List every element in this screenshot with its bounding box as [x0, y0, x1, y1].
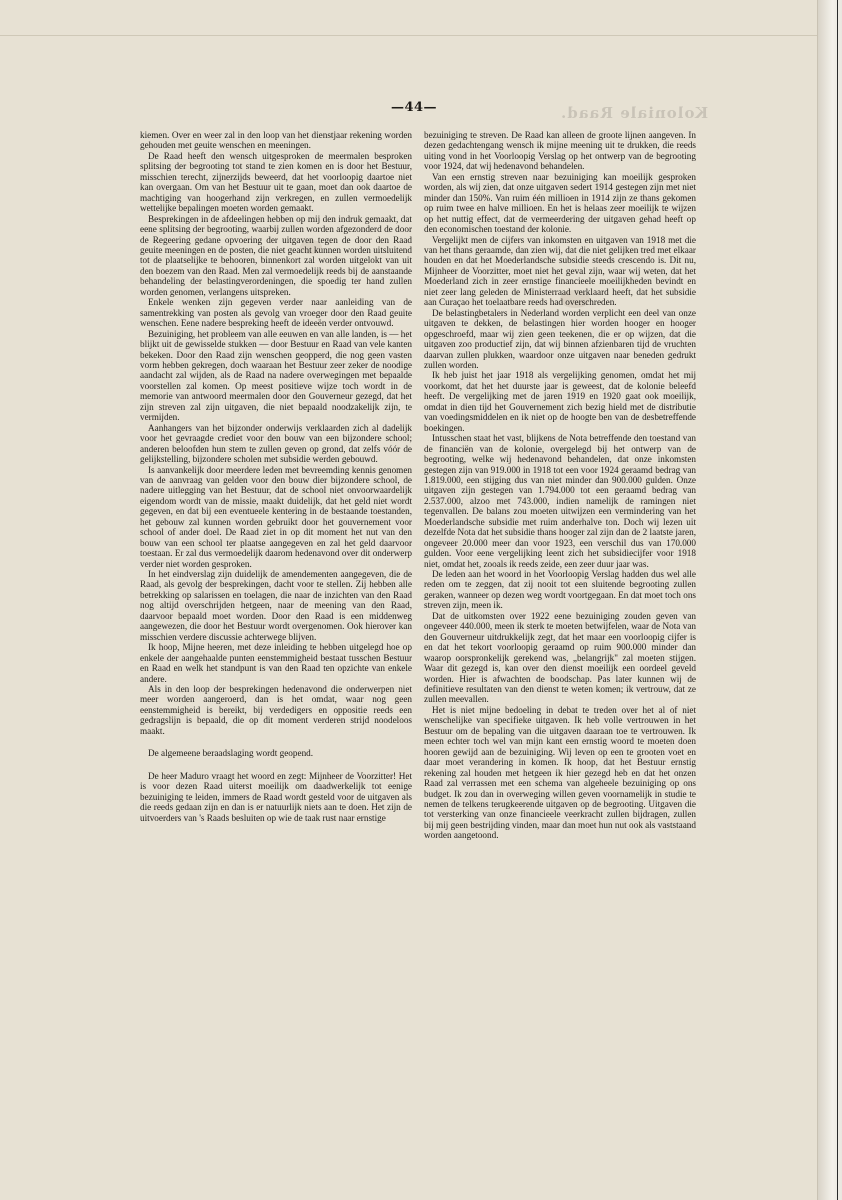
- paragraph: Besprekingen in de afdeelingen hebben op mij den indruk gemaakt, dat eene splitsing der begrooting, waarbij zullen worden afgezonderd de door de Regeering gedane opvoering der uitgaven tegen de door den Raad geuite meeningen en de posten, die niet geacht kunnen worden uitsluitend tot de plaatselijke te behooren, binnenkort zal worden uitgelokt van uit den boezem van den Raad. Men zal vermoedelijk reeds bij de aanstaande behandeling der belastingverordeningen, die spoedig ter hand zullen worden genomen, verlangens uitspreken.: [140, 213, 412, 297]
- paragraph: Intusschen staat het vast, blijkens de Nota betreffende den toestand van de financiën van de kolonie, overgelegd bij het ontwerp van de begrooting, welke wij hedenavond behandelen, dat onze inkomsten gestegen zijn van 919.000 in 1918 tot een voor 1924 geraamd bedrag van 1.819.000, een stijging dus van niet minder dan 900.000 gulden. Onze uitgaven zijn gestegen van 1.794.000 tot een geraamd bedrag van 2.537.000, alzoo met 743.000, indien namelijk de ramingen niet tegenvallen. De balans zou moeten uitwijzen een vermindering van het Moederlandsche subsidie met ruim anderhalve ton. Doch wij lezen uit dezelfde Nota dat het subsidie thans hooger zal zijn dan de 2 laatste jaren, ongeveer 20.000 meer dan voor 1923, een verschil dus van 170.000 gulden. Voor eene vergelijking leent zich het subsidiecijfer voor 1918 niet, omdat het, zooals ik reeds zeide, een zeer duur jaar was.: [424, 433, 696, 569]
- top-fold-line: [0, 35, 818, 36]
- paragraph: Van een ernstig streven naar bezuiniging kan moeilijk gesproken worden, als wij zien, dat onze uitgaven sedert 1914 gestegen zijn met niet minder dan 150%. Van ruim één millioen in 1914 zijn ze thans gekomen op ruim twee en halve millioen. En het is helaas zeer moeilijk te wijzen op het nuttig effect, dat de vermeerdering der uitgaven gehad heeft op den economischen toestand der kolonie.: [424, 171, 696, 235]
- speech-paragraph: De heer Maduro vraagt het woord en zegt: Mijnheer de Voorzitter! Het is voor dezen Raad uiterst moeilijk om daadwerkelijk tot eenige bezuiniging te leiden, immers de Raad wordt gesteld voor de uitgaven als die reeds gedaan zijn en dan is er natuurlijk niets aan te doen. Het zijn de uitvoerders van 's Raads besluiten op wie de taak rust naar ernstige: [140, 770, 412, 823]
- paragraph: Ik heb juist het jaar 1918 als vergelijking genomen, omdat het mij voorkomt, dat het het duurste jaar is geweest, dat de kolonie beleefd heeft. De vergelijking met de jaren 1919 en 1920 gaat ook moeilijk, omdat in dien tijd het Gouvernement zich bezig hield met de distributie van voedingsmiddelen en ik niet op de hoogte ben van de desbetreffende boekingen.: [424, 370, 696, 433]
- debate-opened-line: De algemeene beraadslaging wordt geopend.: [148, 748, 314, 759]
- left-column: [140, 130, 412, 1090]
- paragraph: De leden aan het woord in het Voorloopig Verslag hadden dus wel alle reden om te zeggen, dat zij nooit tot een sluitende begrooting zullen geraken, wanneer op dezen weg wordt voortgegaan. En dat moet toch ons streven zijn, meen ik.: [424, 569, 696, 611]
- paragraph: Is aanvankelijk door meerdere leden met bevreemding kennis genomen van de aanvraag van gelden voor den bouw dier bijzondere school, de nadere uitlegging van het Bestuur, dat de school niet onvoorwaardelijk eigendom wordt van de missie, maakt duidelijk, dat het geld niet wordt gegeven, en dat bij een eventueele kentering in de bestaande toestanden, het gebouw zal kunnen worden gebruikt door het gouvernement voor school of ander doel. De Raad ziet in op dit moment het nut van den bouw van een school ter plaatse aangegeven en zal het geld daarvoor toestaan. Er zal dus vermoedelijk daarom hedenavond over dit onderwerp verder niet worden gesproken.: [140, 464, 412, 569]
- paragraph: Het is niet mijne bedoeling in debat te treden over het al of niet wenschelijke van specifieke uitgaven. Ik heb volle vertrouwen in het Bestuur om de bepaling van die uitgaven daaraan toe te vertrouwen. Ik meen echter toch wel van mijn kant een ernstig woord te moeten doen hooren gewijd aan de bezuiniging. Wij leven op een te grooten voet en daar moet verandering in komen. Ik hoop, dat het Bestuur ernstig rekening zal houden met hetgeen ik hier gezegd heb en dat het onzen Raad zal verrassen met een schema van algeheele bezuiniging op ons budget. Ik zou dan in overweging willen geven voornamelijk in studie te nemen de telkens terugkeerende uitgaven op de begrooting. Uitgaven die tot versterking van onze financieele veerkracht zullen bijdragen, zullen bij mij geen bestrijding vinden, maar dan moet hun nut ook als vaststaand worden aangetoond.: [424, 704, 696, 841]
- paragraph: Enkele wenken zijn gegeven verder naar aanleiding van de samentrekking van posten als gevolg van vroeger door den Raad geuite wenschen. Eene nadere bespreking heeft de ideeën verder ontvouwd.: [140, 297, 412, 329]
- paragraph: Ik hoop, Mijne heeren, met deze inleiding te hebben uitgelegd hoe op enkele der aangehaalde punten eenstemmigheid bestaat tusschen Bestuur en Raad en welk het standpunt is van den Raad ten opzichte van enkele andere.: [140, 642, 412, 684]
- paragraph: Vergelijkt men de cijfers van inkomsten en uitgaven van 1918 met die van het thans geraamde, dan zien wij, dat die niet gelijken tred met elkaar houden en dat het Moederlandsche subsidie steeds crescendo is. Dit nu, Mijnheer de Voorzitter, moet niet het geval zijn, waar wij weten, dat het Moederland zich in zeer ernstige financieele moeilijkheden bevindt en niet zeer lang geleden de Ministerraad verklaard heeft, dat het subsidie aan Curaçao het toelaatbare reeds had overschreden.: [424, 234, 696, 308]
- paragraph: Bezuiniging, het probleem van alle eeuwen en van alle landen, is — het blijkt uit de gewisselde stukken — door Bestuur en Raad van vele kanten bekeken. Door den Raad zijn wenschen geopperd, die nog geen vasten vorm hebben gekregen, doch waaraan het Bestuur zeer zeker de noodige aandacht zal wijden, als de Raad na nadere overwegingen met bepaalde voorstellen zal komen. Op meest positieve wijze toch wordt in de memorie van antwoord meermalen door den Gouverneur gezegd, dat het zijn streven zal zijn uitgaven, die niet bepaald noodzakelijk zijn, te vermijden.: [140, 328, 412, 423]
- paragraph: bezuiniging te streven. De Raad kan alleen de groote lijnen aangeven. In dezen gedachtengang wensch ik mijne meening uit te drukken, die reeds uiting vond in het Voorloopig Verslag op het ontwerp van de begrooting voor 1924, dat wij hedenavond behandelen.: [424, 130, 696, 172]
- paragraph: De Raad heeft den wensch uitgesproken de meermalen besproken splitsing der begrooting tot stand te zien komen en is door het Bestuur, misschien terecht, zijnerzijds beweerd, dat het voorloopig daartoe niet kan overgaan. Om van het Bestuur uit te gaan, moet dan ook daartoe de machtiging van hoogerhand zijn verkregen, en zullen vermoedelijk wettelijke bepalingen moeten worden gemaakt.: [140, 150, 412, 214]
- page-edge: [817, 0, 842, 1200]
- right-column: [424, 130, 696, 1090]
- paragraph: Dat de uitkomsten over 1922 eene bezuiniging zouden geven van ongeveer 440.000, meen ik sterk te moeten betwijfelen, waar de Nota van den Gouverneur uitdrukkelijk zegt, dat het maar een voorloopig cijfer is en dat het tekort voorloopig geraamd op ruim 900.000 minder dan waarop oorspronkelijk gerekend was, „belangrijk" zal moeten stijgen. Waar dit gezegd is, kan over den dienst moeilijk een oordeel geveld worden. Hier is afwachten de boodschap. Pas later kunnen wij de definitieve resultaten van den dienst te weten komen; ik vertrouw, dat ze zullen meevallen.: [424, 610, 696, 705]
- paragraph: In het eindverslag zijn duidelijk de amendementen aangegeven, die de Raad, als gevolg der besprekingen, dacht voor te stellen. Zij hebben alle betrekking op salarissen en toelagen, die naar de inzichten van den Raad nog altijd overschrijden hetgeen, naar de meening van den Raad, daarvoor bepaald moet worden. Door den Raad is een middenweg aangewezen, die door het Bestuur wordt overgenomen. Ook hierover kan misschien verdere discussie achterwege blijven.: [140, 569, 412, 642]
- paragraph: De belastingbetalers in Nederland worden verplicht een deel van onze uitgaven te dekken, de belastingen hier worden hooger en hooger opgeschroefd, maar wij zien geen teekenen, die er op wijzen, dat die uitgaven zoo productief zijn, dat wij binnen afzienbaren tijd de vruchten daarvan zullen plukken, waardoor onze uitgaven naar beneden gedrukt zullen worden.: [424, 307, 696, 370]
- bleed-through-heading: Koloniale Raad.: [560, 104, 709, 122]
- paragraph: kiemen. Over en weer zal in den loop van het dienstjaar rekening worden gehouden met geuite wenschen en meeningen.: [140, 130, 412, 151]
- paragraph: Aanhangers van het bijzonder onderwijs verklaarden zich al dadelijk voor het gevraagde crediet voor den bouw van een bijzondere school; anderen beloofden hun stem te zullen geven op grond, dat zelfs vóór de gelijkstelling, bijzondere scholen met subsidie werden gebouwd.: [140, 422, 412, 465]
- paragraph: Als in den loop der besprekingen hedenavond die onderwerpen niet meer worden aangeroerd, dan is het omdat, waar nog geen eenstemmigheid is bereikt, bij verdedigers en oppositie reeds een gedragslijn is bepaald, die op dit moment verderen strijd noodeloos maakt.: [140, 684, 412, 736]
- page-number: —44—: [390, 100, 438, 115]
